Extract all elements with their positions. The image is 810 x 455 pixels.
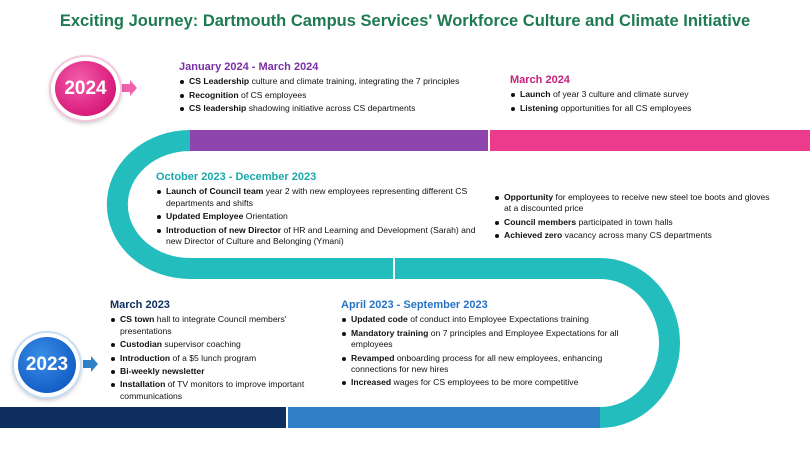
bullet-item bbox=[110, 366, 325, 377]
section-heading: March 2023 bbox=[110, 299, 170, 311]
bullet-bold: Updated code bbox=[351, 314, 408, 325]
bullet-item bbox=[179, 90, 499, 101]
bullet-bold: Introduction bbox=[120, 352, 171, 363]
bullet-bold: Custodian bbox=[120, 339, 163, 350]
bullet-text: supervisor coaching bbox=[162, 339, 241, 350]
bullet-item bbox=[494, 217, 774, 228]
bullet-item bbox=[341, 328, 621, 351]
bullet-item bbox=[110, 314, 325, 337]
year-badge-2024: 2024 bbox=[51, 57, 120, 120]
bullet-text: hall to integrate Council members' presentations bbox=[120, 314, 287, 336]
bullet-text: for employees to receive new steel toe boots and gloves at a discounted price bbox=[504, 192, 770, 214]
bullet-bold: Opportunity bbox=[504, 192, 554, 202]
bullet-item bbox=[494, 192, 774, 215]
bullet-item bbox=[110, 353, 325, 364]
bullet-bold: Listening bbox=[520, 102, 559, 113]
page-title: Exciting Journey: Dartmouth Campus Services' Workforce Culture and Climate Initiative bbox=[59, 12, 751, 30]
section-heading: October 2023 - December 2023 bbox=[156, 171, 317, 183]
bullet-item bbox=[510, 89, 740, 100]
section-heading: April 2023 - September 2023 bbox=[341, 299, 488, 311]
bullet-bold: Revamped bbox=[351, 352, 395, 363]
year-badge-2023: 2023 bbox=[14, 333, 80, 397]
bullet-text: of HR and Learning and Development (Sarah) and new Director of Culture and Belonging (Ymani) bbox=[166, 224, 476, 247]
section-jan-mar-2024 bbox=[179, 62, 499, 117]
band-2024-pink bbox=[490, 130, 810, 151]
bullet-bold: Achieved zero bbox=[504, 230, 563, 241]
bullet-text: on 7 principles and Employee Expectations for all employees bbox=[351, 327, 619, 350]
band-2023-blue bbox=[288, 407, 600, 428]
bullet-bold: Bi-weekly newsletter bbox=[120, 366, 205, 377]
section-mar-2024 bbox=[510, 75, 740, 116]
bullet-bold: CS town bbox=[120, 314, 155, 325]
bullet-list bbox=[179, 76, 499, 114]
bullet-text: year 2 with new employees representing different CS departments and shifts bbox=[166, 186, 468, 208]
bullet-item bbox=[156, 186, 481, 209]
bullet-text: onboarding process for all new employees, enhancing connections for new hires bbox=[351, 352, 603, 375]
bullet-bold: Mandatory training bbox=[351, 327, 429, 338]
bullet-bold: Increased bbox=[351, 377, 392, 388]
bullet-list bbox=[494, 192, 774, 242]
bullet-bold: Council members bbox=[504, 216, 577, 227]
bullet-text: shadowing initiative across CS departments bbox=[246, 103, 416, 114]
section-oct-dec-2023 bbox=[156, 172, 481, 249]
bullet-item bbox=[156, 225, 481, 248]
bullet-bold: Installation bbox=[120, 379, 166, 390]
bullet-text: of a $5 lunch program bbox=[170, 352, 257, 363]
bullet-item bbox=[179, 76, 499, 87]
band-2024-purple bbox=[190, 130, 488, 151]
band-2023-navy bbox=[0, 407, 286, 428]
bullet-item bbox=[179, 103, 499, 114]
bullet-text: wages for CS employees to be more competitive bbox=[391, 377, 579, 388]
bullet-item bbox=[510, 103, 740, 114]
bullet-item bbox=[110, 379, 325, 402]
bullet-text: opportunities for all CS employees bbox=[558, 102, 692, 113]
bullet-text: of CS employees bbox=[238, 89, 307, 100]
section-heading: January 2024 - March 2024 bbox=[179, 61, 319, 73]
section-mar-2023 bbox=[110, 300, 325, 404]
bullet-list bbox=[510, 89, 740, 114]
bullet-list bbox=[110, 314, 325, 402]
bullet-text: participated in town halls bbox=[576, 216, 673, 227]
bullet-item bbox=[341, 377, 621, 388]
bullet-item bbox=[494, 230, 774, 241]
bullet-text: vacancy across many CS departments bbox=[562, 230, 712, 241]
bullet-bold: Introduction of new Director bbox=[166, 224, 282, 235]
bullet-bold: Updated Employee bbox=[166, 211, 244, 222]
bullet-item bbox=[110, 339, 325, 350]
bullet-text: of year 3 culture and climate survey bbox=[550, 89, 689, 100]
bullet-text: Orientation bbox=[243, 211, 288, 222]
arrow-2023-icon bbox=[83, 356, 98, 372]
bullet-text: of TV monitors to improve important communications bbox=[120, 379, 305, 401]
section-heading: March 2024 bbox=[510, 74, 570, 86]
bullet-item bbox=[156, 211, 481, 222]
bullet-item bbox=[341, 353, 621, 376]
bullet-bold: Launch bbox=[520, 89, 551, 100]
arrow-2024-icon bbox=[122, 80, 137, 96]
section-oct-dec-2023-more bbox=[494, 192, 774, 244]
bullet-bold: Recognition bbox=[189, 89, 239, 100]
bullet-bold: CS leadership bbox=[189, 103, 247, 114]
bullet-bold: CS Leadership bbox=[189, 76, 250, 87]
bullet-text: culture and climate training, integrating the 7 principles bbox=[249, 76, 460, 87]
bullet-list bbox=[156, 186, 481, 247]
section-apr-sep-2023 bbox=[341, 300, 621, 391]
bullet-list bbox=[341, 314, 621, 388]
bullet-text: of conduct into Employee Expectations training bbox=[407, 314, 589, 325]
bullet-bold: Launch of Council team bbox=[166, 186, 264, 197]
bullet-item bbox=[341, 314, 621, 325]
